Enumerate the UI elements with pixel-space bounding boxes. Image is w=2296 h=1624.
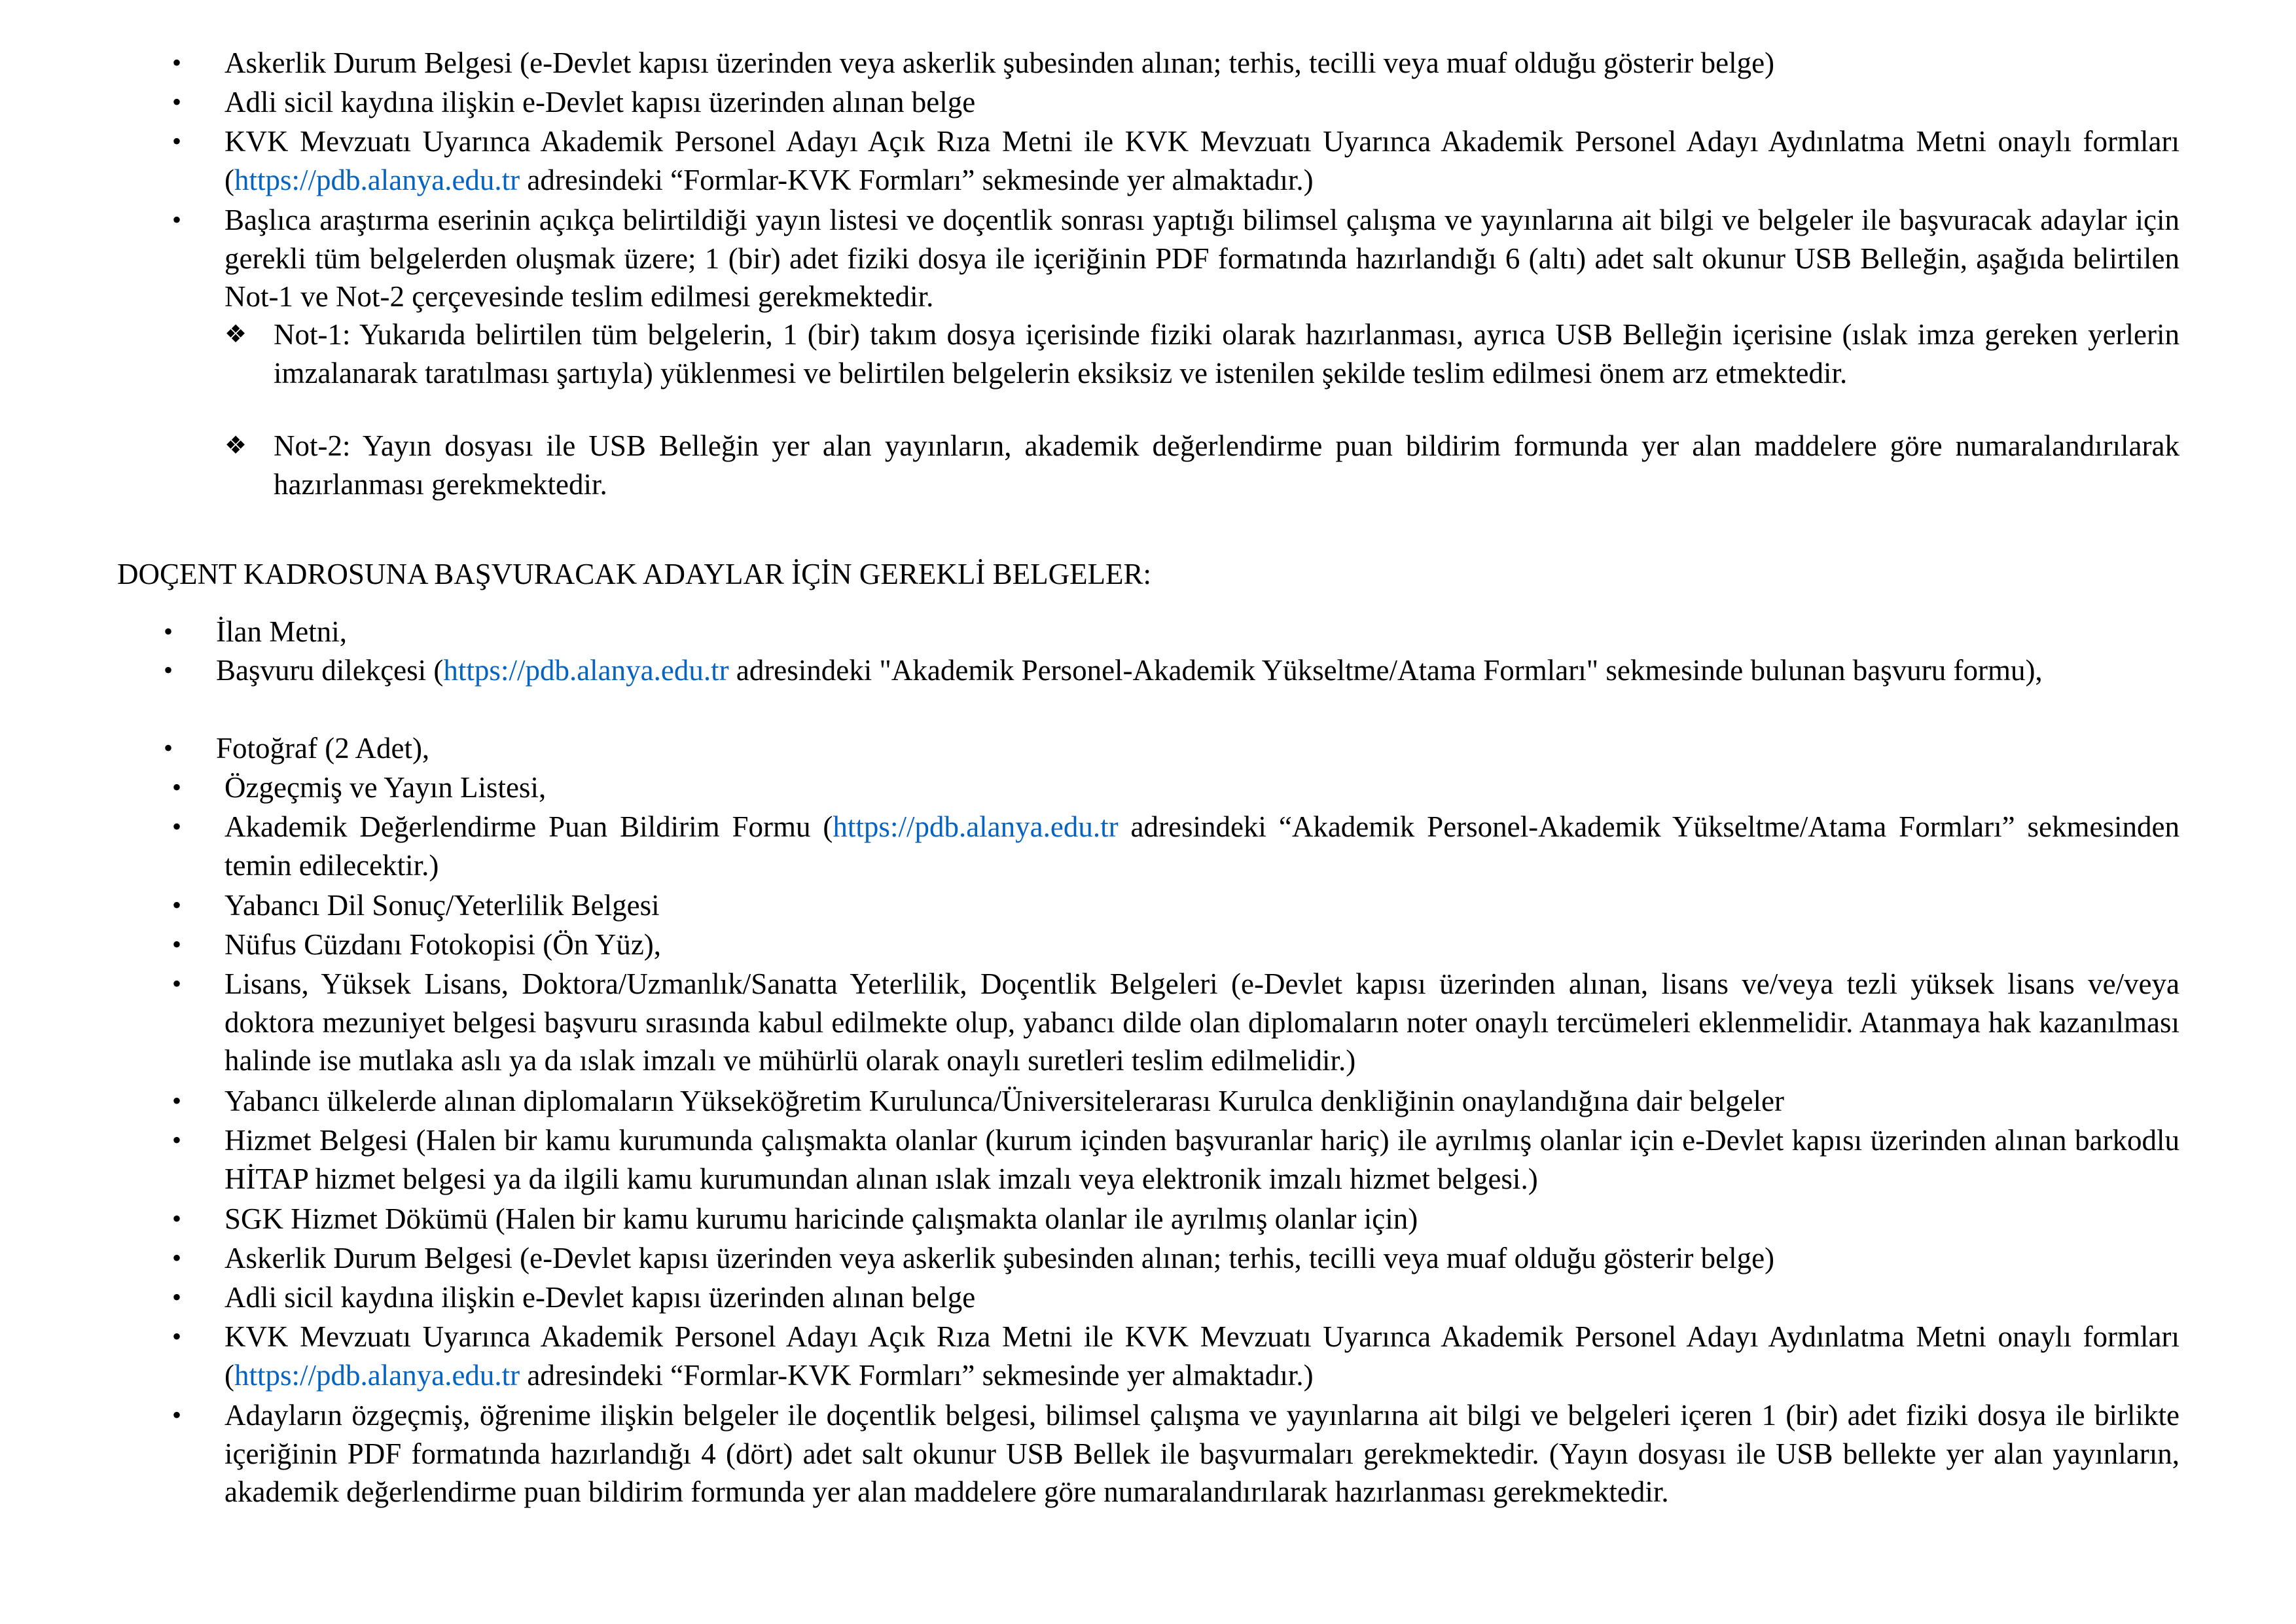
list-item: • Özgeçmiş ve Yayın Listesi, <box>224 768 2179 807</box>
bullet-icon: • <box>172 1400 182 1430</box>
note-item: ❖ Not-2: Yayın dosyası ile USB Belleğin yer alan yayınların, akademik değerlendirme puan bildirim formunda yer alan maddelere göre numaralandırılarak hazırlanması gerekmektedir. <box>274 427 2179 503</box>
list-item: • Nüfus Cüzdanı Fotokopisi (Ön Yüz), <box>224 926 2179 964</box>
bullet-icon: • <box>172 1086 182 1115</box>
list-item: • Fotoğraf (2 Adet), <box>216 729 2179 768</box>
list-item: • Adli sicil kaydına ilişkin e-Devlet kapısı üzerinden alınan belge <box>224 1278 2179 1317</box>
bullet-icon: • <box>172 812 182 841</box>
list-item: • KVK Mevzuatı Uyarınca Akademik Personel Adayı Açık Rıza Metni ile KVK Mevzuatı Uyarınca Akademik Personel Adayı Aydınlatma Metni onaylı formları (https://pdb.alanya.edu.tr adresindeki “Formlar-KVK Formları” sekmesinde yer almaktadır.) <box>224 122 2179 199</box>
bullet-icon: • <box>172 969 182 998</box>
bullet-icon: • <box>172 205 182 234</box>
list-item: • Akademik Değerlendirme Puan Bildirim Formu (https://pdb.alanya.edu.tr adresindeki “Akademik Personel-Akademik Yükseltme/Atama Formları” sekmesinden temin edilecektir.) <box>224 808 2179 884</box>
bullet-icon: • <box>164 617 173 646</box>
section-heading: DOÇENT KADROSUNA BAŞVURACAK ADAYLAR İÇİN GEREKLİ BELGELER: <box>117 558 1152 590</box>
list-item: • Başlıca araştırma eserinin açıkça belirtildiği yayın listesi ve doçentlik sonrası yaptığı bilimsel çalışma ve yayınlarına ait bilgi ve belgeler ile başvuracak adaylar için gerekli tüm belgelerden oluşmak üzere; 1 (bir) adet fiziki dosya ile içeriğinin PDF formatında hazırlandığı 6 (altı) adet salt okunur USB Belleğin, aşağıda belirtilen Not-1 ve Not-2 çerçevesinde teslim edilmesi gerekmektedir. <box>224 201 2179 316</box>
bullet-icon: • <box>172 1204 182 1233</box>
diamond-bullet-icon: ❖ <box>224 321 247 348</box>
bullet-icon: • <box>172 126 182 156</box>
list-item: • İlan Metni, <box>216 613 2179 651</box>
bullet-icon: • <box>172 929 182 959</box>
list-item: • Askerlik Durum Belgesi (e-Devlet kapısı üzerinden veya askerlik şubesinden alınan; terhis, tecilli veya muaf olduğu gösterir belge) <box>224 1239 2179 1278</box>
bullet-icon: • <box>172 1322 182 1351</box>
bullet-icon: • <box>172 772 182 802</box>
list-item: • KVK Mevzuatı Uyarınca Akademik Personel Adayı Açık Rıza Metni ile KVK Mevzuatı Uyarınca Akademik Personel Adayı Aydınlatma Metni onaylı formları (https://pdb.alanya.edu.tr adresindeki “Formlar-KVK Formları” sekmesinde yer almaktadır.) <box>224 1318 2179 1394</box>
pdb-link[interactable]: https://pdb.alanya.edu.tr <box>234 1358 520 1392</box>
bullet-icon: • <box>172 890 182 920</box>
bullet-icon: • <box>172 48 182 77</box>
pdb-link[interactable]: https://pdb.alanya.edu.tr <box>833 810 1119 843</box>
bullet-icon: • <box>164 655 173 685</box>
list-item: • Yabancı ülkelerde alınan diplomaların Yükseköğretim Kurulunca/Üniversitelerarası Kurulca denkliğinin onaylandığına dair belgeler <box>224 1082 2179 1121</box>
diamond-bullet-icon: ❖ <box>224 432 247 460</box>
list-item: • SGK Hizmet Dökümü (Halen bir kamu kurumu haricinde çalışmakta olanlar ile ayrılmış olanlar için) <box>224 1200 2179 1238</box>
list-item: • Lisans, Yüksek Lisans, Doktora/Uzmanlık/Sanatta Yeterlilik, Doçentlik Belgeleri (e-Devlet kapısı üzerinden alınan, lisans ve/veya tezli yüksek lisans ve/veya doktora mezuniyet belgesi başvuru sırasında kabul edilmekte olup, yabancı dilde olan diplomaların noter onaylı tercümeleri eklenmelidir. Atanmaya hak kazanılması halinde ise mutlaka aslı ya da ıslak imzalı ve mühürlü olarak onaylı suretleri teslim edilmelidir.) <box>224 965 2179 1080</box>
bullet-icon: • <box>172 87 182 117</box>
bullet-icon: • <box>172 1243 182 1272</box>
list-item: • Askerlik Durum Belgesi (e-Devlet kapısı üzerinden veya askerlik şubesinden alınan; terhis, tecilli veya muaf olduğu gösterir belge) <box>224 44 2179 82</box>
bullet-icon: • <box>172 1282 182 1312</box>
bullet-icon: • <box>164 733 173 763</box>
bullet-icon: • <box>172 1125 182 1155</box>
list-item: • Hizmet Belgesi (Halen bir kamu kurumunda çalışmakta olanlar (kurum içinden başvuranlar hariç) ile ayrılmış olanlar için e-Devlet kapısı üzerinden alınan barkodlu HİTAP hizmet belgesi ya da ilgili kamu kurumundan alınan ıslak imzalı veya elektronik imzalı hizmet belgesi.) <box>224 1121 2179 1198</box>
note-item: ❖ Not-1: Yukarıda belirtilen tüm belgelerin, 1 (bir) takım dosya içerisinde fiziki olarak hazırlanması, ayrıca USB Belleğin içerisine (ıslak imza gereken yerlerin imzalanarak taratılması şartıyla) yüklenmesi ve belirtilen belgelerin eksiksiz ve istenilen şekilde teslim edilmesi önem arz etmektedir. <box>274 316 2179 392</box>
pdb-link[interactable]: https://pdb.alanya.edu.tr <box>234 163 520 196</box>
list-item: • Başvuru dilekçesi (https://pdb.alanya.edu.tr adresindeki "Akademik Personel-Akademik Yükseltme/Atama Formları" sekmesinde bulunan başvuru formu), <box>216 651 2179 690</box>
pdb-link[interactable]: https://pdb.alanya.edu.tr <box>443 654 729 687</box>
list-item: • Yabancı Dil Sonuç/Yeterlilik Belgesi <box>224 886 2179 925</box>
list-item: • Adli sicil kaydına ilişkin e-Devlet kapısı üzerinden alınan belge <box>224 83 2179 122</box>
list-item: • Adayların özgeçmiş, öğrenime ilişkin belgeler ile doçentlik belgesi, bilimsel çalışma ve yayınlarına ait bilgi ve belgeleri içeren 1 (bir) adet fiziki dosya ile birlikte içeriğinin PDF formatında hazırlandığı 4 (dört) adet salt okunur USB Bellek ile başvurmaları gerekmektedir. (Yayın dosyası ile USB bellekte yer alan yayınların, akademik değerlendirme puan bildirim formunda yer alan maddelere göre numaralandırılarak hazırlanması gerekmektedir. <box>224 1396 2179 1511</box>
